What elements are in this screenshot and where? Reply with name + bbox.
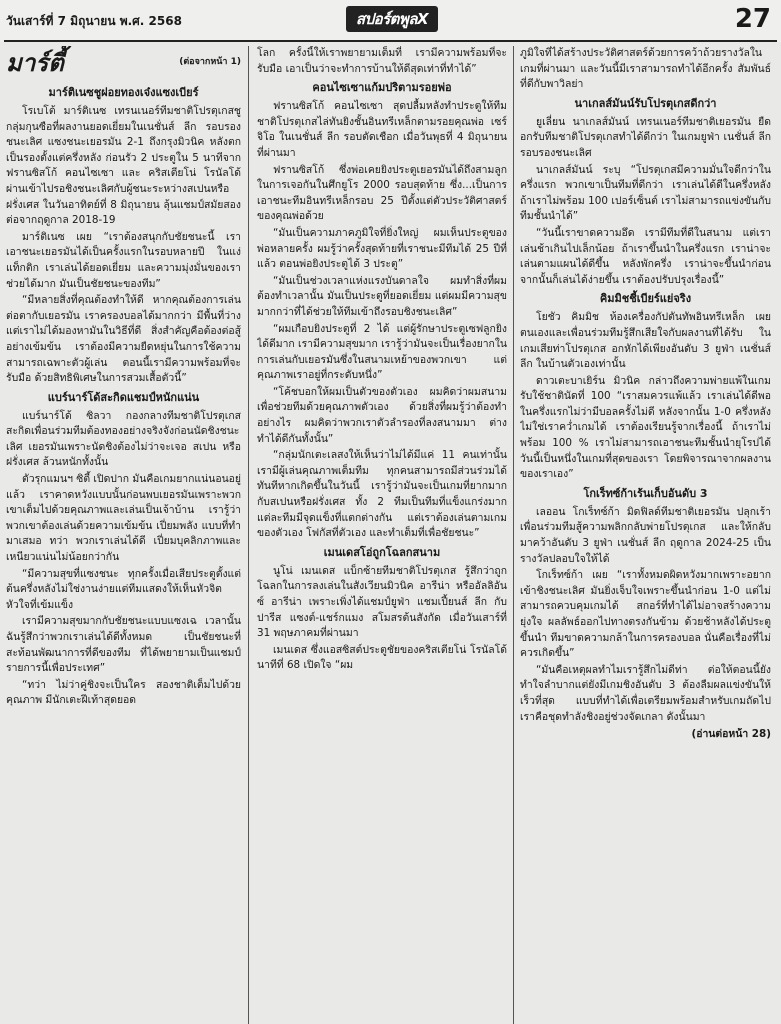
article-heading: มาร์ติเนซชูฝอยทองเจ๋งแซงเบียร์	[48, 86, 199, 99]
article-paragraph: มาร์ติเนซ เผย “เราต้องสนุกกับชัยชนะนี้ เราเอาชนะเยอรมันได้เป็นครั้งแรกในรอบหลายปี ในแง่แท็กติก เราเล่นได้ยอดเยี่ยม และความมุ่งมั่นของเราช่วยได้มาก มันเป็นชัยชนะของทีม”	[6, 230, 241, 290]
column-3	[520, 46, 771, 1024]
publication-logo: สปอร์ตพูลX	[346, 6, 438, 32]
page-number: 27	[734, 4, 771, 34]
article-paragraph: นูโน่ เมนเดส แบ็กซ้ายทีมชาติโปรตุเกส รู้สึกว่าถูกโฉลกในการลงเล่นในสังเวียนมิวนิค อารีน่า หรืออัลลิอันซ์ อารีน่า เพราะเพิ่งได้แชมป์ยูฟ่า แชมเปี้ยนส์ ลีก กับปารีส แซงต์-แชร์กแมง สโมสรต้นสังกัด เมื่อวันเสาร์ที่ 31 พฤษภาคมที่ผ่านมา	[257, 564, 507, 640]
article-heading: คอนไซเซาแก้มปริตามรอยพ่อ	[312, 81, 452, 95]
article-paragraph: “กลุ่มนักเตะเลสงให้เห็นว่าไม่ได้มีแค่ 11 คนเท่านั้น เรามีผู้เล่นคุณภาพเต็มทีม ทุกคนสามารถมีส่วนร่วมได้ทันทีหากเกิดขึ้นในวันนี้ เรารู้ว่ามันจะเป็นเกมที่ยากมากกับสเปนหรือฝรั่งเศส ทั้ง 2 ทีมเป็นทีมที่แข็งแกร่งมาก แต่ละทีมมีจุดแข็งที่แตกต่างกัน แต่เราต้องเล่นตามเกมของตัวเอง โฟกัสที่ตัวเอง และทำเต็มที่เพื่อชัยชนะ”	[257, 449, 507, 540]
article-paragraph: นาเกลส์มันน์ ระบุ “โปรตุเกสมีความมั่นใจดีกว่าในครึ่งแรก พวกเขาเป็นทีมที่ดีกว่า เราเล่นได้ดีในครึ่งหลัง ถ้าเราไม่พร้อม 100 เปอร์เซ็นต์ เราไม่สามารถแข่งขันกับทีมชั้นนำได้”	[520, 163, 771, 223]
article-heading: แบร์นาร์โด้สะกิดแชมป์หนักแน่น	[47, 390, 200, 404]
article-heading: คิมมิชชี้เบียร์แย่จริง	[599, 292, 692, 306]
article-heading: เมนเดสโอ่ถูกโฉลกสนาม	[323, 545, 441, 559]
section-masthead	[6, 46, 241, 80]
continued-on-note: (อ่านต่อหน้า 28)	[691, 728, 771, 741]
column-2	[257, 46, 507, 1024]
column-3-content	[520, 46, 771, 743]
article-heading: นาเกลส์มันน์รับโปรตุเกสดีกว่า	[574, 96, 717, 110]
column-divider	[513, 46, 514, 1024]
article-paragraph: ดาวเตะบาเยิร์น มิวนิค กล่าวถึงความพ่ายแพ้ในเกมรับใช้ชาตินัดที่ 100 “เราสมควรแพ้แล้ว เราเล่นได้ดีพอในครึ่งแรกไม่ว่ามีบอลครั้งไม่ดี หลังจากนั้น 1-0 ครึ่งหลังไม่ใช่เราคว่ำเกมได้ เราต้องเรียนรู้จากเรื่องนี้ ถ้าเราไม่พร้อม 100 % เราไม่สามารถเอาชนะทีมชั้นนำยุโรปได้ วันนี้เป็นหนึ่งในเกมที่สุดของเรา โดยพิจารณาจากผลงานของเราเอง”	[520, 374, 771, 481]
column-1	[6, 46, 241, 1024]
article-paragraph: ยูเลี่ยน นาเกลส์มันน์ เทรนเนอร์ทีมชาติเยอรมัน ยืดอกรับทีมชาติโปรตุเกสทำได้ดีกว่า ในเกมยูฟ่า เนชั่นส์ ลีก รอบรองชนะเลิศ	[520, 115, 771, 159]
article-paragraph: ฟรานซิสโก้ คอนไซเซา สุดปลื้มหลังทำประตูให้ทีมชาติโปรตุเกสไล่ทันยิงชั้นอินทรีเหล็กตามรอยคุณพ่อ เซร์จิโอ ในเนชั่นส์ ลีก รอบตัดเชือก เมื่อวันพุธที่ 4 มิถุนายนที่ผ่านมา	[257, 100, 507, 159]
article-paragraph: ฟรานซิสโก้ ซึ่งพ่อเคยยิงประตูเยอรมันได้ถึงสามลูก ในการเจอกันในศึกยูโร 2000 รอบสุดท้าย ซึ่ง...เป็นการเอาชนะทีมอินทรีเหล็กรอบ 25 ปีตั้งแต่ตัวประวัติศาสตร์ของคุณพ่อด้วย	[257, 163, 507, 223]
article-paragraph: “มันเป็นความภาคภูมิใจที่ยิ่งใหญ่ ผมเห็นประตูของพ่อหลายครั้ง ผมรู้ว่าครั้งสุดท้ายที่เราชนะมีทีมได้ 25 ปีที่แล้ว ตอนพ่อยิงประตูได้ 3 ประตู”	[257, 226, 507, 271]
article-paragraph: แบร์นาร์โด้ ซิลวา กองกลางทีมชาติโปรตุเกสสะกิดเพื่อนร่วมทีมต้องทองอย่างจริงจังก่อนนัดชิงชนะเลิศ เยอรมันเพราะนัดชิงต้องไม่ว่าจะเจอ สเปน หรือฝรั่งเศส ล้วนหนักทั้งนั้น	[6, 409, 241, 469]
article-paragraph: เรามีความสุขมากกับชัยชนะแบบแซงเฉ เวลานั้นฉันรู้สึกว่าพวกเราเล่นได้ดีทั้งหมด เป็นชัยชนะที่สะท้อนพัฒนาการที่ดีของทีม ที่ได้พยายามเป็นแชมป์รายการนี้เพื่อประเทศ”	[6, 615, 241, 675]
page-header	[0, 0, 781, 42]
article-paragraph: ตัวรุกแมนฯ ซิตี้ เปิดปาก มันคือเกมยากแน่นอนอยู่แล้ว เราคาดหวังแบบนั้นก่อนพบเยอรมันเพราะพวกเขาเต็มไปด้วยคุณภาพและเล่นเป็นเจ้าบ้าน เรารู้ว่าพวกเขาต้องเล่นด้วยความเข้มข้น เปี่ยมพลัง แบบที่ทำมาเสมอ ทว่า พวกเราเล่นได้ดี เปี่ยมบุคลิกภาพและเหนียวแน่นไม่น้อยกว่ากัน	[6, 473, 241, 564]
header-rule	[4, 40, 777, 42]
article-paragraph: “มีหลายสิ่งที่คุณต้องทำให้ดี หากคุณต้องการเล่นต่อตากับเยอรมัน เราครองบอลได้มากกว่า มีพื้นที่ว่าง แต่เราไม่ได้มองหามันในวิธีที่ดี สิ่งสำคัญคือต้องต่อสู้อย่างเข้มข้น เราต้องมีความยืดหยุ่นในการใช้ความสามารถเฉพาะตัวผู้เล่น ตอนนี้เรามีความพร้อมที่จะรับมือ ด้วยสิทธิพิเศษในการสวมเสื้อตัวนี้”	[6, 294, 241, 385]
article-paragraph: “ทว่า ไม่ว่าคู่ชิงจะเป็นใคร สองชาติเต็มไปด้วยคุณภาพ มีนักเตะฝีเท้าสุดยอด	[6, 678, 241, 707]
article-paragraph: โยชัว คิมมิช ห้องเครื่องกัปตันทัพอินทรีเหล็ก เผยตนเองและเพื่อนร่วมทีมรู้สึกเสียใจกับผลงานที่ได้รับ ในเกมเสียท่าโปรตุเกส อกหักได้เพียงอันดับ 3 ยูฟ่า เนชั่นส์ ลีก ในบ้านตัวเองเท่านั้น	[520, 311, 771, 371]
article-paragraph: “วันนี้เราขาดความอึด เรามีทีมที่ดีในสนาม แต่เราเล่นช้าเกินไปเล็กน้อย ถ้าเราขึ้นนำในครึ่งแรก เราน่าจะเล่นตามแผนได้ดีขึ้น หลังพักครึ่ง เราน่าจะขึ้นนำก่อน จากนั้นก็เล่นได้ง่ายขึ้น เราต้องปรับปรุงเรื่องนี้”	[520, 226, 771, 286]
column-2-content	[257, 46, 507, 674]
article-paragraph: เลออน โกเร็ทซ์ก้า มิดฟิลด์ทีมชาติเยอรมัน ปลุกเร้าเพื่อนร่วมทีมสู้ความพลิกกลับพ่ายโปรตุเกส และให้กลับมาคว้าอันดับ 3 ยูฟ่า เนชั่นส์ ลีก ฤดูกาล 2024-25 เป็นรางวัลปลอบใจให้ได้	[520, 505, 771, 565]
column-divider	[248, 46, 249, 1024]
article-paragraph: “มันคือเหตุผลทำไมเรารู้สึกไม่ดีท่า ต่อให้ตอนนี้ยังทำใจลำบากแต่ยังมีเกมชิงอันดับ 3 ต้องลืมผลแข่งขันให้เร็วที่สุด แบบที่ทำได้เพื่อเตรียมพร้อมสำหรับเกมถัดไป เราคือชุดทำลังชิงอยู่ช่วงจัดเกลา ดังนั้นมา	[520, 663, 771, 723]
article-paragraph: “ผมเกือบยิงประตูที่ 2 ได้ แต่ผู้รักษาประตูเซฟลูกยิงได้ดีมาก เรามีความสุขมาก เรารู้ว่ามันจะเป็นเรื่องยากในการเล่นกับเยอรมันซึ่งในสนามเหย้าของพวกเขา แต่คุณภาพเราอยู่ที่กระดับหนึ่ง”	[257, 322, 507, 382]
article-paragraph: “มันเป็นช่วงเวลาแห่งแรงบันดาลใจ ผมทำสิ่งที่ผมต้องทำเวลานั้น มันเป็นประตูที่ยอดเยี่ยม แต่ผมมีความสุขมากกว่าที่ได้ช่วยให้ทีมเข้าถึงรอบชิงชนะเลิศ”	[257, 274, 507, 318]
article-paragraph: “มีความสุขที่แซงชนะ ทุกครั้งเมื่อเสียประตูตั้งแต่ต้นครึ่งหลังไม่ใช่งานง่ายแต่ทีมแสดงให้เห็นหัวจิตหัวใจที่เข้มแข็ง	[6, 567, 241, 611]
section-title: มาร์ตี้	[6, 48, 64, 78]
continued-from-note: (ต่อจากหน้า 1)	[179, 57, 241, 68]
column-1-content	[6, 84, 241, 709]
article-paragraph: โรเบโต้ มาร์ติเนซ เทรนเนอร์ทีมชาติโปรตุเกสชูกลุ่มกุนซือที่ผลงานยอดเยี่ยมในเนชั่นส์ ลีก รอบรองชนะเลิศ แซงชนะเยอรมัน 2-1 ถึงกรุงมิวนิค หลังตกเป็นรองตั้งแต่ครึ่งหลัง ก่อนรัว 2 ประตูใน 5 นาทีจาก ฟรานซิสโก้ คอนไซเซา และ คริสเตียโน่ โรนัลโด้ ผ่านเข้าไปรอชิงชนะเลิศกับผู้ชนะระหว่างสเปนหรือฝรั่งเศส ในวันอาทิตย์ที่ 8 มิถุนายน ลุ้นแชมป์สมัยสองต่อจากฤดูกาล 2018-19	[6, 105, 241, 227]
article-paragraph: เมนเดส ซึ่งแอสซิสต์ประตูชัยของคริสเตียโน่ โรนัลโด้ นาทีที่ 68 เปิดใจ “ผม	[257, 643, 507, 672]
article-paragraph: ภูมิใจที่ได้สร้างประวัติศาสตร์ด้วยการคว้าถ้วยรางวัลในเกมที่ผ่านมา และวันนี้มีเราสามารถทำได้อีกครั้ง สัมพันธ์ที่ดีกับพาวิลย่า	[520, 47, 771, 91]
article-paragraph: “โค้ชบอกให้ผมเป็นตัวของตัวเอง ผมคิดว่าผมสนามเพื่อช่วยทีมด้วยคุณภาพตัวเอง ด้วยสิ่งที่ผมรู้ว่าต้องทำอย่างไร ผมคิดว่าพวกเราตัวลำรองที่ลงสนามมา ต่างทำได้ดีกันทั้งนั้น”	[257, 385, 507, 445]
article-paragraph: โลก ครั้งนี้ให้เราพยายามเต็มที่ เรามีความพร้อมที่จะรับมือ เอาเป็นว่าจะทำการบ้านให้ดีสุดเท่าที่ทำได้”	[257, 47, 507, 75]
article-paragraph: โกเร็ทซ์ก้า เผย “เราทั้งหมดผิดหวังมากเพราะอยากเข้าชิงชนะเลิศ มันยิ่งเจ็บใจเพราะขึ้นนำก่อน 1-0 แต่ไม่สามารถควบคุมเกมได้ สกอร์ที่ทำได้ไม่อาจสร้างความยุ่งใจ ผลลัพธ์ออกไปทางตรงกันข้าม ด้วยช้าหลังได้ประตูขึ้นนำ ทีมขาดความกล้าในการครองบอล นั่นคือเรื่องที่ไม่ควรเกิดขึ้น”	[520, 569, 771, 660]
issue-date: วันเสาร์ที่ 7 มิถุนายน พ.ศ. 2568	[6, 14, 182, 28]
article-heading: โกเร็ทซ์ก้าเร้นเก็บอันดับ 3	[583, 486, 708, 500]
